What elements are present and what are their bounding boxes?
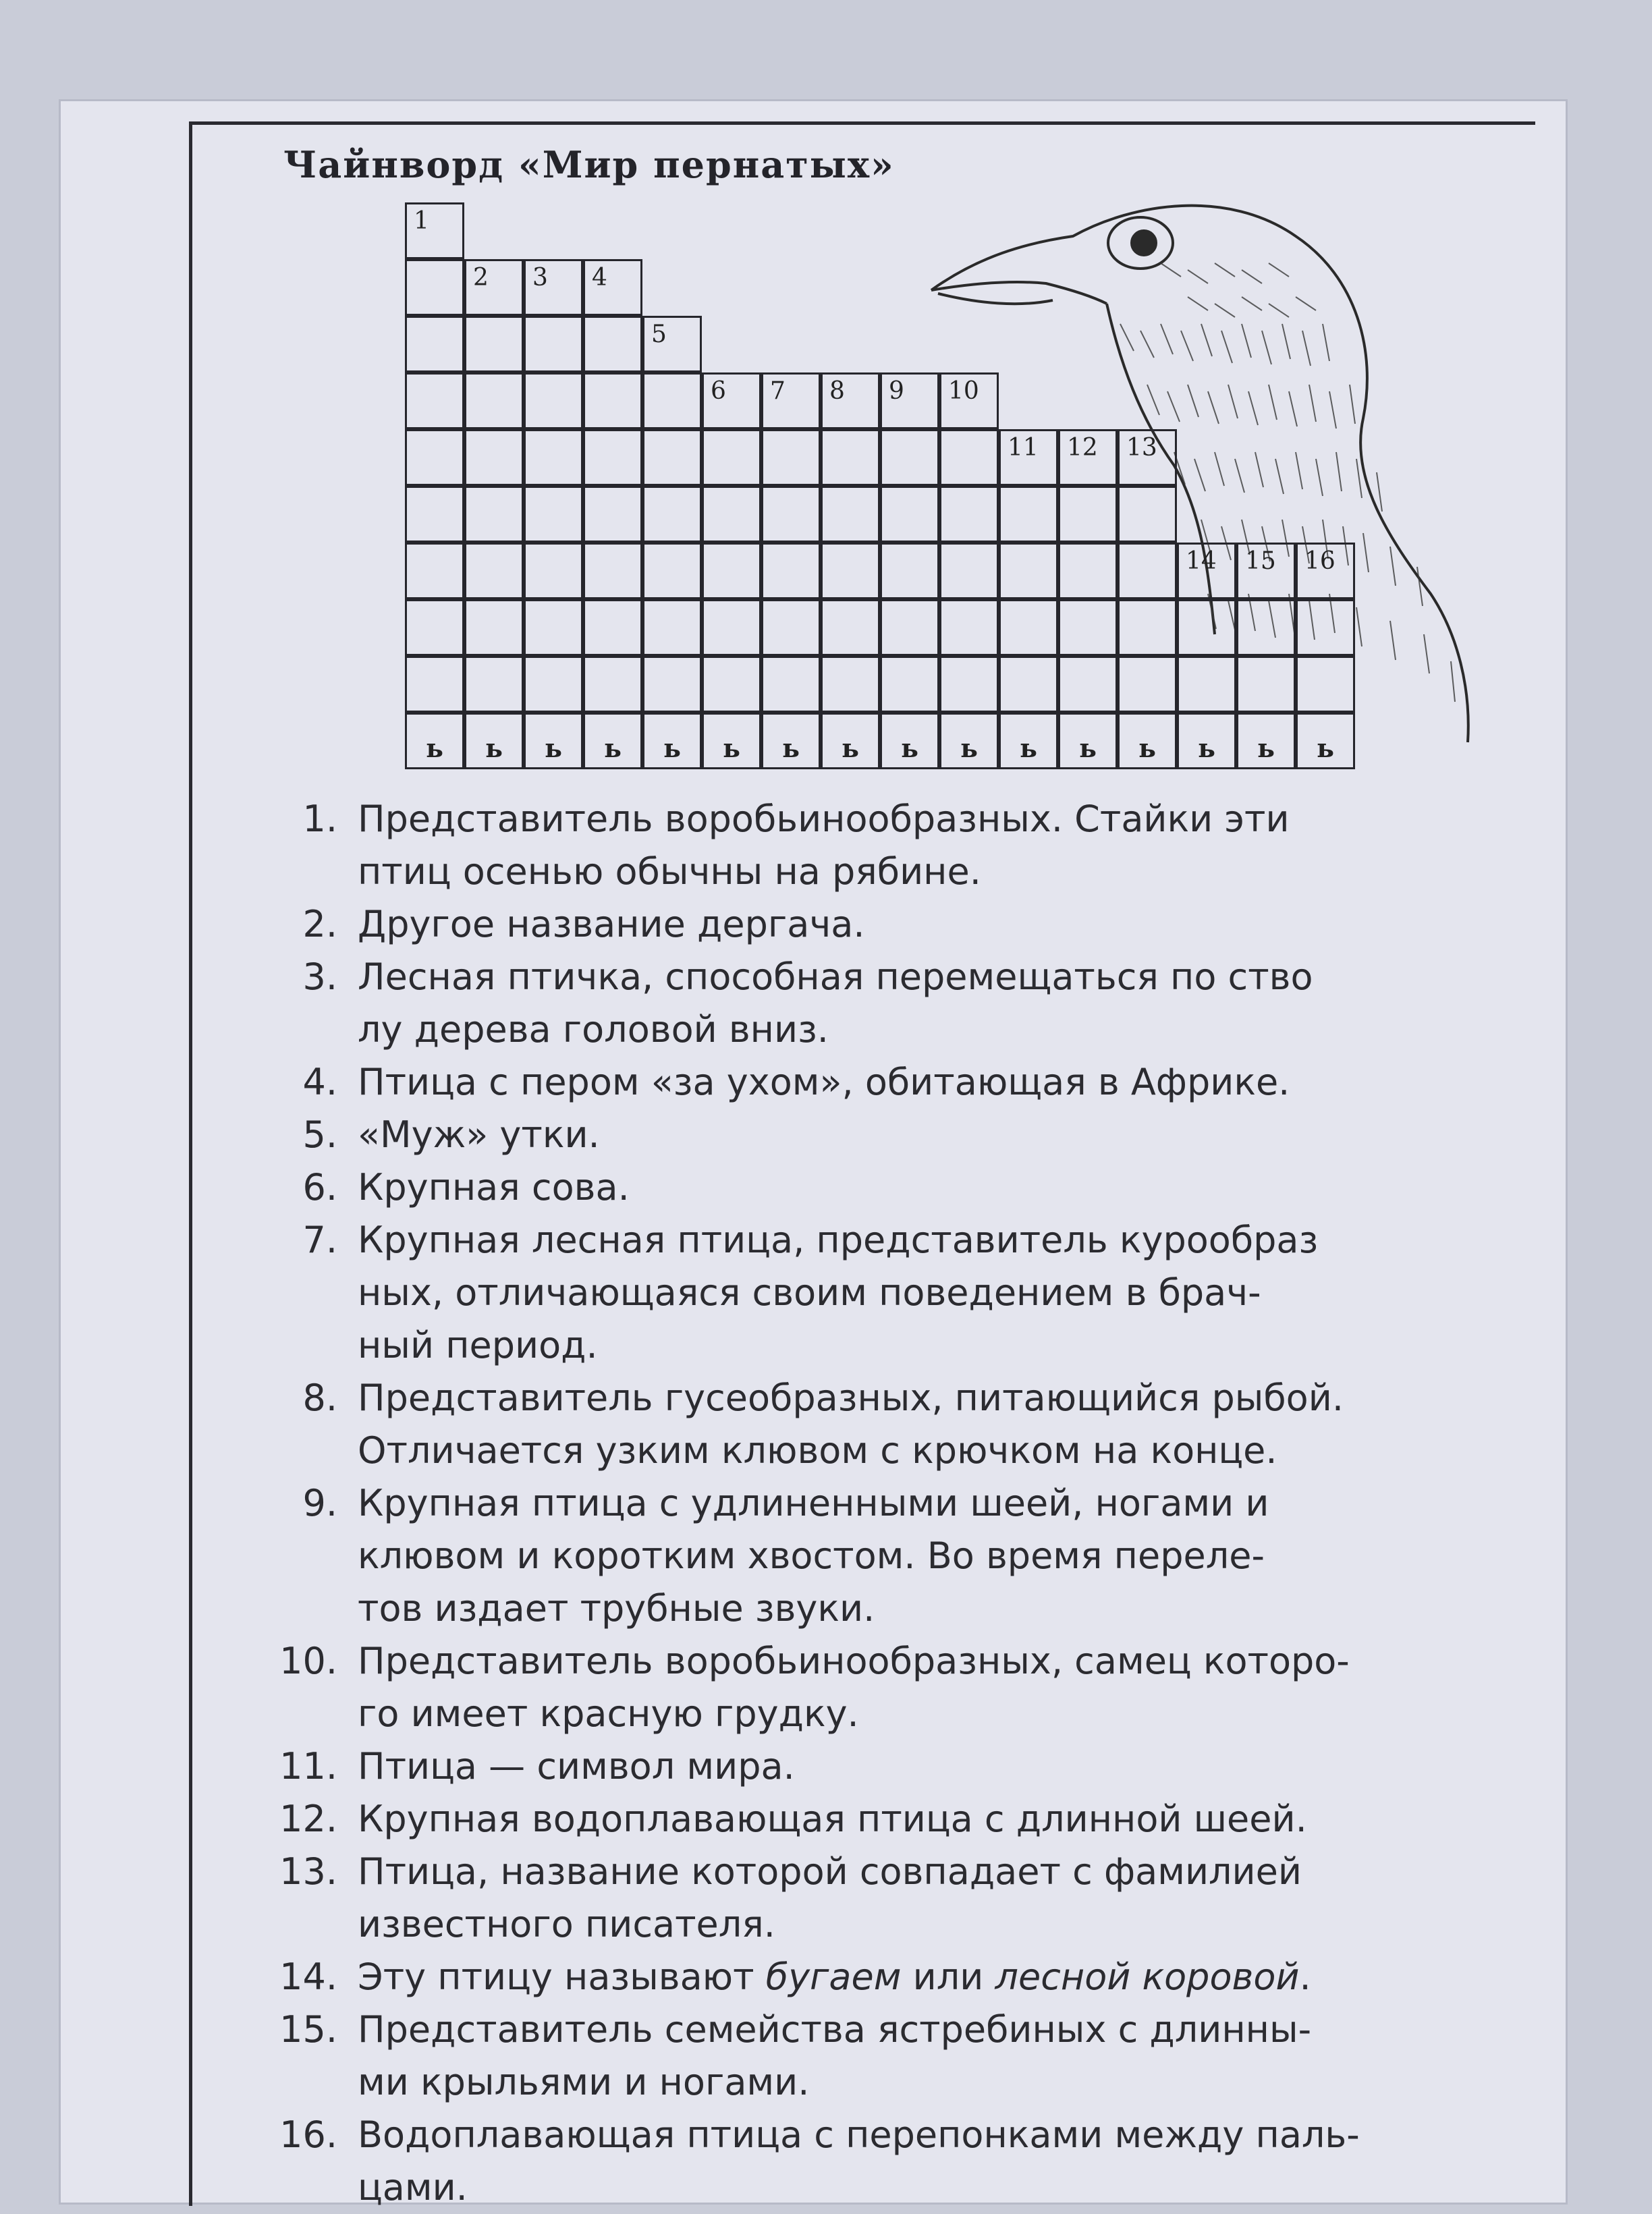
grid-cell[interactable] xyxy=(999,599,1058,656)
grid-cell[interactable] xyxy=(821,599,880,656)
grid-cell[interactable] xyxy=(702,486,761,543)
clue-number: 14 xyxy=(1186,547,1217,575)
clue-item xyxy=(243,793,1559,898)
clue-text: Лесная птичка, способная перемещаться по ство лу дерева головой вниз. xyxy=(358,956,1313,1051)
clue-index: 6. xyxy=(302,1166,337,1209)
grid-cell[interactable] xyxy=(524,429,583,486)
grid-cell-soft-sign[interactable] xyxy=(880,713,939,769)
grid-cell-soft-sign[interactable] xyxy=(583,713,642,769)
clue-item xyxy=(243,951,1559,1056)
clue-number: 9 xyxy=(889,377,904,405)
clue-number: 5 xyxy=(651,321,667,348)
clue-index: 3. xyxy=(302,956,337,998)
grid-cell[interactable] xyxy=(583,543,642,599)
grid-cell[interactable] xyxy=(524,486,583,543)
clue-index: 12. xyxy=(279,1798,337,1840)
grid-cell-soft-sign[interactable] xyxy=(464,713,524,769)
clue-text: «Муж» утки. xyxy=(358,1113,600,1156)
grid-cell-soft-sign[interactable] xyxy=(821,713,880,769)
grid-cell[interactable] xyxy=(821,543,880,599)
soft-sign-letter: ь xyxy=(782,733,800,763)
grid-cell[interactable] xyxy=(642,543,702,599)
clue-item xyxy=(243,1214,1559,1372)
grid-cell-14[interactable] xyxy=(1177,543,1236,599)
clue-item xyxy=(243,1793,1559,1846)
clue-item xyxy=(243,1846,1559,1951)
clue-index: 15. xyxy=(279,2008,337,2051)
grid-cell[interactable] xyxy=(821,486,880,543)
grid-cell[interactable] xyxy=(1058,486,1118,543)
grid-cell[interactable] xyxy=(880,543,939,599)
clue-text: Эту птицу называют бугаем или лесной коровой. xyxy=(358,1956,1311,1998)
grid-cell[interactable] xyxy=(1236,656,1296,713)
grid-cell[interactable] xyxy=(642,656,702,713)
clue-text: Крупная птица с удлиненными шеей, ногами и клювом и коротким хвостом. Во время переле- тов издает трубные звуки. xyxy=(358,1482,1269,1630)
grid-cell-soft-sign[interactable] xyxy=(405,713,464,769)
clue-number: 16 xyxy=(1304,547,1336,575)
grid-cell[interactable] xyxy=(1296,656,1355,713)
soft-sign-letter: ь xyxy=(663,733,681,763)
grid-cell-7[interactable] xyxy=(761,372,821,429)
grid-cell[interactable] xyxy=(524,316,583,372)
grid-cell[interactable] xyxy=(405,316,464,372)
clue-number: 7 xyxy=(770,377,786,405)
grid-cell[interactable] xyxy=(405,656,464,713)
grid-cell-soft-sign[interactable] xyxy=(1118,713,1177,769)
clue-text: Водоплавающая птица с перепонками между паль- цами. xyxy=(358,2113,1360,2209)
grid-cell-12[interactable] xyxy=(1058,429,1118,486)
puzzle-title: Чайнворд «Мир пернатых» xyxy=(283,143,895,186)
grid-cell-soft-sign[interactable] xyxy=(939,713,999,769)
clue-index: 13. xyxy=(279,1850,337,1893)
clue-list xyxy=(243,793,1559,2214)
grid-cell[interactable] xyxy=(642,372,702,429)
grid-cell[interactable] xyxy=(1118,599,1177,656)
clue-item xyxy=(243,898,1559,951)
clue-item xyxy=(243,1740,1559,1793)
grid-cell-soft-sign[interactable] xyxy=(1058,713,1118,769)
clue-text: Птица — символ мира. xyxy=(358,1745,795,1788)
clue-emphasis: бугаем xyxy=(765,1956,902,1998)
grid-cell[interactable] xyxy=(939,656,999,713)
grid-cell[interactable] xyxy=(583,316,642,372)
grid-cell[interactable] xyxy=(405,486,464,543)
grid-cell[interactable] xyxy=(464,543,524,599)
soft-sign-letter: ь xyxy=(426,733,443,763)
grid-cell[interactable] xyxy=(524,543,583,599)
grid-cell[interactable] xyxy=(405,429,464,486)
grid-cell[interactable] xyxy=(939,543,999,599)
clue-item xyxy=(243,2003,1559,2109)
grid-cell[interactable] xyxy=(583,372,642,429)
grid-cell[interactable] xyxy=(702,429,761,486)
grid-cell[interactable] xyxy=(524,372,583,429)
grid-cell[interactable] xyxy=(524,599,583,656)
grid-cell[interactable] xyxy=(405,599,464,656)
clue-index: 2. xyxy=(302,903,337,945)
grid-cell[interactable] xyxy=(761,486,821,543)
clue-text: Птица с пером «за ухом», обитающая в Африке. xyxy=(358,1061,1290,1103)
grid-cell[interactable] xyxy=(642,599,702,656)
grid-cell[interactable] xyxy=(880,656,939,713)
grid-cell[interactable] xyxy=(880,599,939,656)
grid-cell[interactable] xyxy=(1177,599,1236,656)
grid-cell[interactable] xyxy=(939,429,999,486)
grid-cell[interactable] xyxy=(1058,543,1118,599)
grid-cell-soft-sign[interactable] xyxy=(999,713,1058,769)
grid-cell[interactable] xyxy=(999,656,1058,713)
grid-cell-16[interactable] xyxy=(1296,543,1355,599)
clue-text: Крупная водоплавающая птица с длинной шеей. xyxy=(358,1798,1307,1840)
clue-index: 4. xyxy=(302,1061,337,1103)
clue-text: Представитель семейства ястребиных с длинны- ми крыльями и ногами. xyxy=(358,2008,1312,2103)
grid-cell-13[interactable] xyxy=(1118,429,1177,486)
grid-cell[interactable] xyxy=(464,429,524,486)
grid-cell[interactable] xyxy=(642,486,702,543)
grid-cell[interactable] xyxy=(1118,486,1177,543)
clue-item xyxy=(243,1056,1559,1109)
grid-cell-5[interactable] xyxy=(642,316,702,372)
clue-item xyxy=(243,1635,1559,1740)
grid-cell[interactable] xyxy=(939,486,999,543)
soft-sign-letter: ь xyxy=(1020,733,1037,763)
clue-index: 11. xyxy=(279,1745,337,1788)
grid-cell-6[interactable] xyxy=(702,372,761,429)
grid-cell[interactable] xyxy=(583,429,642,486)
grid-cell[interactable] xyxy=(821,429,880,486)
grid-cell[interactable] xyxy=(1058,656,1118,713)
clue-text: Крупная сова. xyxy=(358,1166,630,1209)
clue-item xyxy=(243,1372,1559,1477)
grid-cell[interactable] xyxy=(464,599,524,656)
grid-cell[interactable] xyxy=(939,599,999,656)
grid-cell-soft-sign[interactable] xyxy=(1296,713,1355,769)
grid-cell-15[interactable] xyxy=(1236,543,1296,599)
grid-cell[interactable] xyxy=(405,259,464,316)
grid-cell[interactable] xyxy=(583,486,642,543)
soft-sign-letter: ь xyxy=(1138,733,1156,763)
grid-cell[interactable] xyxy=(524,656,583,713)
grid-cell[interactable] xyxy=(761,599,821,656)
soft-sign-letter: ь xyxy=(1317,733,1334,763)
clue-item xyxy=(243,1109,1559,1161)
clue-text: Крупная лесная птица, представитель курообраз ных, отличающаяся своим поведением в брач- ный период. xyxy=(358,1219,1319,1366)
grid-cell[interactable] xyxy=(880,429,939,486)
clue-item xyxy=(243,1951,1559,2003)
grid-cell[interactable] xyxy=(583,656,642,713)
grid-cell[interactable] xyxy=(464,372,524,429)
clue-number: 2 xyxy=(473,264,489,292)
clue-item xyxy=(243,1477,1559,1635)
grid-cell-soft-sign[interactable] xyxy=(1236,713,1296,769)
soft-sign-letter: ь xyxy=(1198,733,1215,763)
grid-cell[interactable] xyxy=(405,543,464,599)
grid-cell[interactable] xyxy=(999,543,1058,599)
clue-index: 7. xyxy=(302,1219,337,1261)
grid-cell[interactable] xyxy=(702,599,761,656)
grid-cell-soft-sign[interactable] xyxy=(524,713,583,769)
clue-number: 3 xyxy=(532,264,548,292)
grid-cell-9[interactable] xyxy=(880,372,939,429)
clue-text: Птица, название которой совпадает с фамилией известного писателя. xyxy=(358,1850,1302,1945)
grid-cell[interactable] xyxy=(464,486,524,543)
grid-cell-8[interactable] xyxy=(821,372,880,429)
grid-cell-11[interactable] xyxy=(999,429,1058,486)
grid-cell-soft-sign[interactable] xyxy=(642,713,702,769)
grid-cell[interactable] xyxy=(1118,543,1177,599)
grid-cell-3[interactable] xyxy=(524,259,583,316)
grid-cell[interactable] xyxy=(702,656,761,713)
grid-cell[interactable] xyxy=(1236,599,1296,656)
clue-index: 10. xyxy=(279,1640,337,1682)
clue-number: 4 xyxy=(592,264,607,292)
grid-cell-soft-sign[interactable] xyxy=(761,713,821,769)
clue-text: Представитель воробьинообразных. Стайки эти птиц осенью обычны на рябине. xyxy=(358,798,1290,893)
grid-cell[interactable] xyxy=(1177,656,1236,713)
soft-sign-letter: ь xyxy=(545,733,562,763)
clue-index: 5. xyxy=(302,1113,337,1156)
grid-cell[interactable] xyxy=(1118,656,1177,713)
clue-text: Представитель гусеобразных, питающийся рыбой. Отличается узким клювом с крючком на конце. xyxy=(358,1377,1344,1472)
clue-index: 9. xyxy=(302,1482,337,1524)
grid-cell[interactable] xyxy=(880,486,939,543)
grid-cell[interactable] xyxy=(464,316,524,372)
grid-cell[interactable] xyxy=(761,429,821,486)
grid-cell-4[interactable] xyxy=(583,259,642,316)
grid-cell[interactable] xyxy=(821,656,880,713)
soft-sign-letter: ь xyxy=(842,733,859,763)
grid-cell-2[interactable] xyxy=(464,259,524,316)
grid-cell-10[interactable] xyxy=(939,372,999,429)
clue-text: Представитель воробьинообразных, самец которо- го имеет красную грудку. xyxy=(358,1640,1350,1735)
grid-cell[interactable] xyxy=(583,599,642,656)
soft-sign-letter: ь xyxy=(901,733,918,763)
soft-sign-letter: ь xyxy=(604,733,622,763)
clue-number: 6 xyxy=(711,377,726,405)
clue-number: 10 xyxy=(948,377,979,405)
clue-number: 15 xyxy=(1245,547,1276,575)
grid-cell[interactable] xyxy=(1296,599,1355,656)
clue-number: 1 xyxy=(414,207,429,235)
clue-number: 11 xyxy=(1008,434,1039,462)
clue-item xyxy=(243,1161,1559,1214)
clue-index: 16. xyxy=(279,2113,337,2156)
grid-cell[interactable] xyxy=(999,486,1058,543)
grid-cell[interactable] xyxy=(702,543,761,599)
soft-sign-letter: ь xyxy=(960,733,978,763)
grid-cell-soft-sign[interactable] xyxy=(1177,713,1236,769)
clue-item xyxy=(243,2109,1559,2214)
soft-sign-letter: ь xyxy=(485,733,503,763)
soft-sign-letter: ь xyxy=(1257,733,1275,763)
clue-index: 1. xyxy=(302,798,337,840)
soft-sign-letter: ь xyxy=(723,733,740,763)
clue-text: Другое название дергача. xyxy=(358,903,865,945)
soft-sign-letter: ь xyxy=(1079,733,1097,763)
grid-cell[interactable] xyxy=(1058,599,1118,656)
grid-cell-soft-sign[interactable] xyxy=(702,713,761,769)
grid-cell-1[interactable] xyxy=(405,202,464,259)
clue-index: 14. xyxy=(279,1956,337,1998)
grid-cell[interactable] xyxy=(405,372,464,429)
grid-cell[interactable] xyxy=(464,656,524,713)
clue-number: 13 xyxy=(1126,434,1157,462)
grid-cell[interactable] xyxy=(761,656,821,713)
clue-index: 8. xyxy=(302,1377,337,1419)
grid-cell[interactable] xyxy=(761,543,821,599)
clue-number: 12 xyxy=(1067,434,1098,462)
grid-cell[interactable] xyxy=(642,429,702,486)
clue-emphasis: лесной коровой xyxy=(995,1956,1300,1998)
clue-number: 8 xyxy=(829,377,845,405)
